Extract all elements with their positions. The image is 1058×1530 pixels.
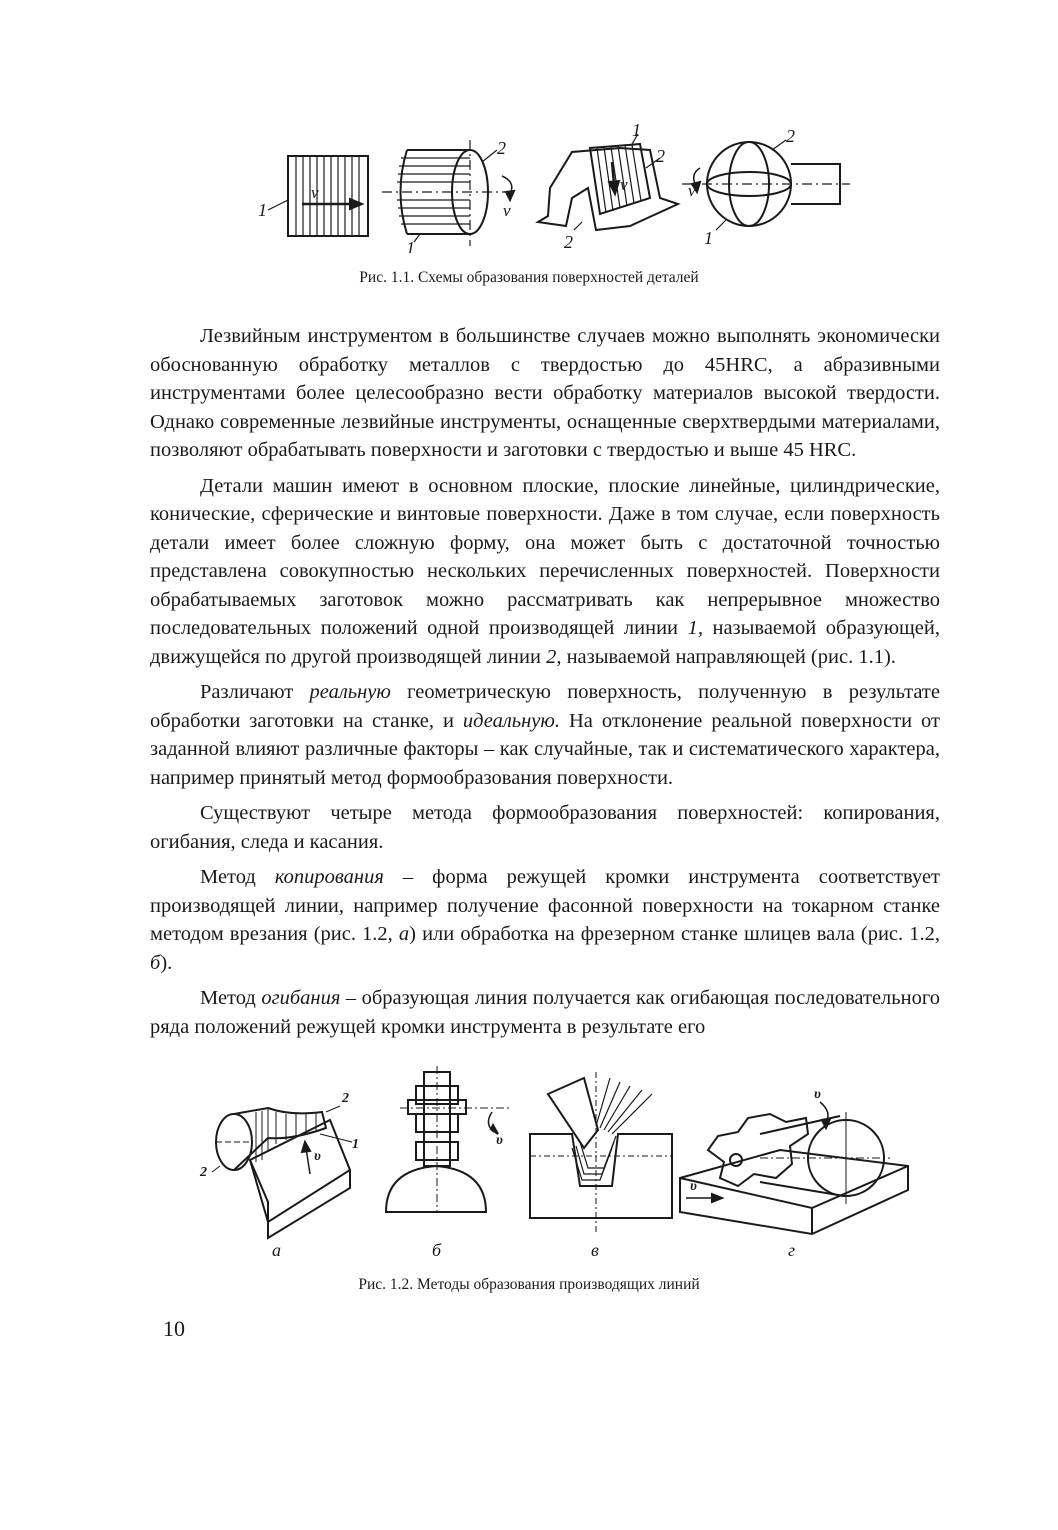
fig1-label-1c: 1 (632, 120, 641, 140)
scheme-d-rolling (680, 1102, 908, 1234)
paragraph (150, 678, 940, 792)
scheme-sphere (682, 140, 850, 230)
italic-run: огибания (261, 987, 341, 1009)
scheme-cylinder (382, 140, 514, 246)
fig2-label-1a: 1 (352, 1137, 359, 1152)
sublabel-b: б (432, 1240, 442, 1260)
italic-run: реальную (309, 681, 391, 703)
fig1-label-2c: 2 (564, 232, 573, 252)
text-run: – форма режущей кромки инструмента соответствует производящей линии, например получение фасонной поверхности на токарном станке методом врезания (рис. 1.2, (150, 866, 941, 945)
text-run: Различают (200, 681, 310, 703)
figure-1-2-sublabels (0, 1240, 1058, 1264)
figure-1-1-caption: Рис. 1.1. Схемы образования поверхностей деталей (359, 269, 699, 286)
italic-run: б (150, 951, 161, 974)
paragraph (150, 984, 940, 1041)
fig1-label-v-d: v (688, 181, 696, 200)
fig1-label-v-c: v (620, 175, 628, 194)
body-text (150, 322, 940, 1048)
fig1-label-2b: 2 (656, 146, 665, 166)
text-run: Существуют четыре метода формообразования поверхностей: копирования, огибания, следа и касания. (150, 802, 940, 853)
fig1-label-2d: 2 (786, 126, 795, 146)
text-run: геометрическую поверхность, полученную в результате обработки заготовки на станке, и (150, 681, 940, 732)
fig2-label-v-a: υ (314, 1149, 321, 1164)
page-number: 10 (163, 1316, 185, 1341)
figure-1-2-caption: Рис. 1.2. Методы образования производящих линий (358, 1276, 700, 1293)
text-run: – образующая линия получается как огибающая последовательного ряда положений режущей кромки инструмента в результате его (150, 987, 940, 1038)
text-run: На отклонение реальной поверхности от заданной влияют различные факторы – как случайные, так и систематического характера, например принятый метод формообразования поверхности. (150, 709, 940, 789)
fig1-label-1d: 1 (704, 228, 713, 248)
scheme-a-copying-turning (212, 1106, 352, 1238)
paragraph (150, 322, 940, 465)
text-run: Детали машин имеют в основном плоские, плоские линейные, цилиндрические, конические, сферические и винтовые поверхности. Даже в том случае, если поверхность детали имеет более сложную форму, она может быть с достаточной точностью представлена совокупностью нескольких перечисленных поверхностей. Поверхности обрабатываемых заготовок можно рассматривать как непрерывное множество последовательных положений одной производящей линии (150, 474, 940, 639)
scheme-b-copying-milling (386, 1066, 510, 1212)
sublabel-v: в (591, 1240, 599, 1260)
text-run: ). (160, 951, 173, 974)
fig1-label-1b: 1 (406, 238, 415, 253)
italic-run: а (398, 923, 410, 945)
text-run: Лезвийным инструментом в большинстве случаев можно выполнять экономически обоснованную обработку металлов с твердостью до 45HRC, а абразивными инструментами более целесообразно вести обработку материалов высокой твердости. Однако современные лезвийные инструменты, оснащенные сверхтвердыми материалами, позволяют обрабатывать поверхности и заготовки с твердостью и выше 45 HRC. (150, 325, 940, 461)
sublabel-g: г (788, 1240, 796, 1260)
paragraph (150, 472, 940, 672)
text-run: Метод (200, 866, 275, 888)
italic-run: идеальную. (462, 709, 560, 732)
fig1-label-2a: 2 (497, 138, 506, 158)
figure-1-2 (0, 1062, 1058, 1242)
fig1-label-1a: 1 (258, 200, 267, 220)
text-run: ) или обработка на фрезерном станке шлицев вала (рис. 1.2, (409, 923, 940, 945)
fig1-label-v-a: v (311, 183, 319, 202)
figure-1-1 (0, 118, 1058, 253)
italic-run: копирования (274, 866, 384, 888)
fig2-label-2b: 2 (200, 1165, 207, 1180)
scheme-c-enveloping (530, 1072, 672, 1232)
paragraph (150, 863, 940, 977)
paragraph (150, 799, 940, 856)
italic-run: 2, (546, 645, 562, 668)
italic-run: 1, (687, 617, 703, 639)
fig1-label-v-b: v (503, 201, 511, 220)
fig2-label-v-b: υ (496, 1133, 503, 1148)
text-run: называемой образующей, движущейся по другой производящей линии (150, 617, 941, 668)
text-run: называемой направляющей (рис. 1.1). (561, 645, 896, 668)
fig2-label-v-d2: υ (690, 1179, 697, 1194)
fig2-label-v-d1: υ (814, 1087, 821, 1102)
fig2-label-2a: 2 (342, 1091, 349, 1106)
sublabel-a: а (272, 1240, 281, 1260)
text-run: Метод (200, 987, 262, 1009)
